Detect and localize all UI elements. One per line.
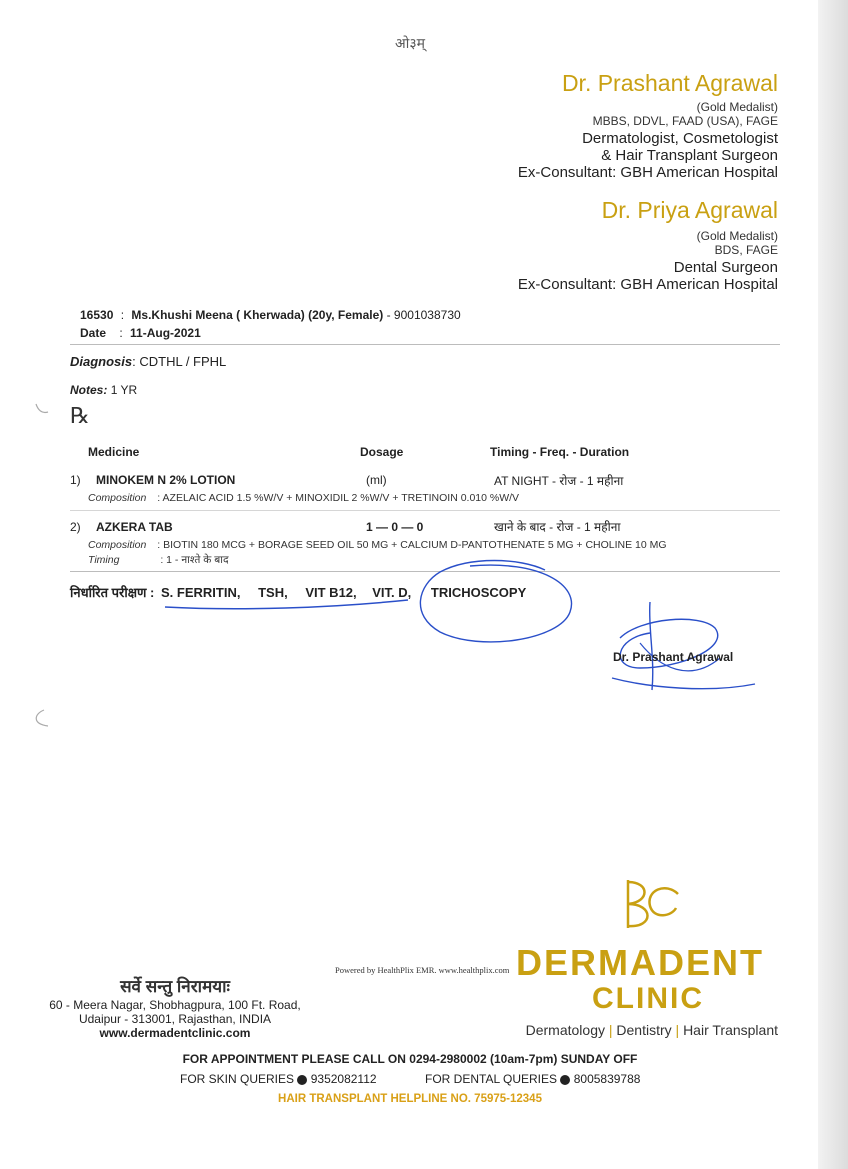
med2-dosage: 1 — 0 — 0 (366, 520, 424, 534)
sanskrit-motto: सर्वे सन्तु निरामयाः (120, 977, 230, 996)
med1-comp-label: Composition (88, 492, 147, 504)
skin-phone: 9352082112 (310, 1072, 377, 1086)
med2-timing-value: : 1 - नाश्ते के बाद (160, 554, 229, 566)
notes-label: Notes: (70, 383, 108, 397)
services-line (526, 1022, 778, 1038)
service-divider: | (608, 1022, 613, 1038)
med1-dosage: (ml) (366, 473, 387, 487)
doctor2-name: Dr. Priya Agrawal (601, 197, 778, 223)
med2-timing: खाने के बाद - रोज - 1 महीना (494, 520, 621, 534)
address-line-1: 60 - Meera Nagar, Shobhagpura, 100 Ft. Road, (49, 998, 301, 1012)
doctor2-ex-consultant: Ex-Consultant: GBH American Hospital (517, 276, 778, 293)
header-timing: Timing - Freq. - Duration (490, 445, 630, 459)
test-item: VIT. D, (372, 585, 412, 600)
med1-num: 1) (70, 473, 81, 487)
punch-hole-mark (36, 404, 48, 413)
date-label: Date (80, 326, 107, 340)
service-hair-transplant: Hair Transplant (683, 1022, 778, 1038)
med2-name: AZKERA TAB (96, 520, 173, 534)
service-dentistry: Dentistry (616, 1022, 672, 1038)
dental-phone: 8005839788 (573, 1072, 641, 1086)
skin-label: FOR SKIN QUERIES (180, 1072, 295, 1086)
tests-label: निर्धारित परीक्षण : (70, 585, 155, 600)
date-sep: : (119, 326, 123, 340)
test-item: VIT B12, (305, 585, 357, 600)
website: www.dermadentclinic.com (99, 1026, 251, 1040)
doctor2-degrees: BDS, FAGE (714, 243, 778, 257)
rx-symbol: ℞ (70, 404, 90, 429)
patient-sep: : (120, 308, 125, 322)
patient-phone: - 9001038730 (386, 308, 461, 322)
appointment-line: FOR APPOINTMENT PLEASE CALL ON 0294-2980002 (10am-7pm) SUNDAY OFF (182, 1052, 638, 1066)
test-underline (165, 600, 408, 609)
header-dosage: Dosage (360, 445, 404, 459)
med2-comp-value: : BIOTIN 180 MCG + BORAGE SEED OIL 50 MG + CALCIUM D-PANTOTHENATE 5 MG + CHOLINE 10 MG (157, 539, 667, 551)
doctor2-specialty: Dental Surgeon (673, 259, 778, 276)
diagnosis-label: Diagnosis (70, 354, 133, 369)
patient-id: 16530 (80, 308, 114, 322)
clinic-logo-name: DERMADENT (516, 942, 764, 983)
test-item: TSH, (258, 585, 288, 600)
service-divider: | (675, 1022, 680, 1038)
doctor1-medal: (Gold Medalist) (696, 100, 778, 114)
med1-timing: AT NIGHT - रोज - 1 महीना (494, 474, 624, 488)
test-item: S. FERRITIN, (161, 585, 241, 600)
patient-name: Ms.Khushi Meena ( Kherwada) (20y, Female) (131, 308, 384, 322)
dental-queries (425, 1072, 640, 1086)
dental-label: FOR DENTAL QUERIES (425, 1072, 558, 1086)
doctor1-ex-consultant: Ex-Consultant: GBH American Hospital (517, 164, 778, 181)
med2-comp-label: Composition (88, 539, 147, 551)
med2-timing-label: Timing (88, 554, 120, 566)
doctor1-name: Dr. Prashant Agrawal (561, 70, 778, 96)
whatsapp-icon (560, 1075, 570, 1085)
header-medicine: Medicine (88, 445, 140, 459)
diagnosis-value: : CDTHL / FPHL (132, 354, 227, 369)
doctor1-degrees: MBBS, DDVL, FAAD (USA), FAGE (592, 114, 778, 128)
med1-comp-value: : AZELAIC ACID 1.5 %W/V + MINOXIDIL 2 %W/V + TRETINOIN 0.010 %W/V (157, 492, 520, 504)
signature-name: Dr. Prashant Agrawal (613, 650, 734, 664)
skin-queries (180, 1072, 377, 1086)
med1-name: MINOKEM N 2% LOTION (96, 473, 236, 487)
doctor1-specialty: Dermatologist, Cosmetologist (582, 130, 778, 147)
whatsapp-icon (297, 1075, 307, 1085)
test-circle (420, 561, 571, 642)
address-line-2: Udaipur - 313001, Rajasthan, INDIA (78, 1012, 272, 1026)
helpline: HAIR TRANSPLANT HELPLINE NO. 75975-12345 (278, 1093, 542, 1105)
om-symbol: ओ३म् (395, 35, 425, 51)
notes-value: 1 YR (110, 383, 138, 397)
powered-by: Powered by HealthPlix EMR. www.healthplix.com (335, 965, 510, 975)
doctor2-medal: (Gold Medalist) (696, 229, 778, 243)
date-value: 11-Aug-2021 (130, 326, 201, 340)
clinic-logo-subname: CLINIC (592, 982, 704, 1015)
signature (600, 598, 770, 698)
test-item: TRICHOSCOPY (430, 585, 527, 600)
service-dermatology: Dermatology (525, 1022, 605, 1038)
punch-hole-mark (36, 710, 48, 726)
clinic-logo-icon (610, 876, 690, 936)
doctor1-specialty-2: & Hair Transplant Surgeon (601, 147, 778, 164)
med2-num: 2) (70, 520, 81, 534)
